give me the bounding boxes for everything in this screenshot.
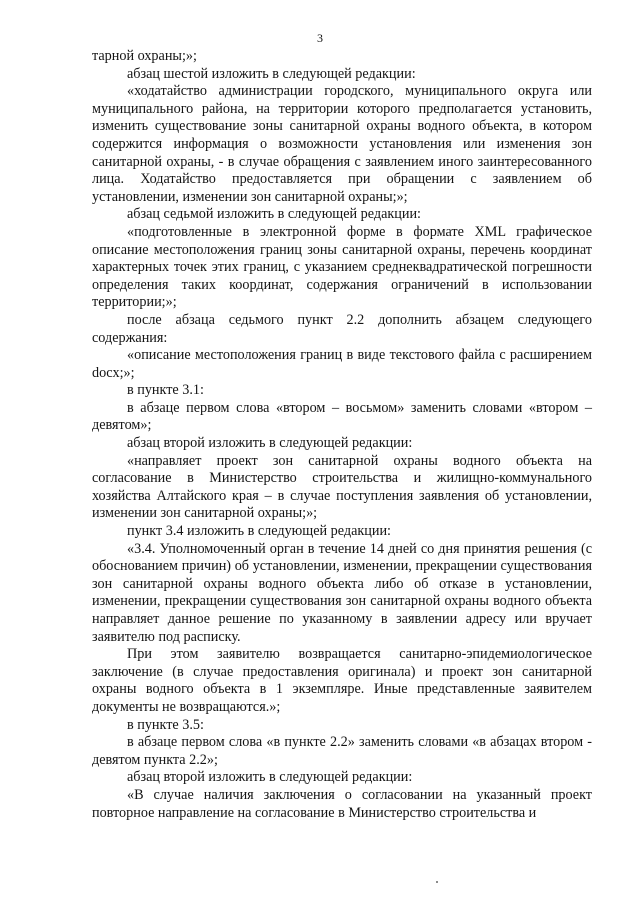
- paragraph-add-after-seventh: после абзаца седьмого пункт 2.2 дополнить абзацем следующего содержания:: [92, 311, 592, 346]
- paragraph-item-3-4: пункт 3.4 изложить в следующей редакции:: [127, 523, 391, 540]
- paragraph-item-3-1: в пункте 3.1:: [127, 382, 204, 399]
- paragraph-replace-words-3-5: в абзаце первом слова «в пункте 2.2» заменить словами «в абзацах втором - девятом пункта 2.2»;: [92, 734, 592, 768]
- paragraph-quote-send-project: «направляет проект зон санитарной охраны водного объекта на согласование в Министерство строительства и жилищно-коммунального хозяйства Алтайского края – в случае поступления заявления об установлении, изменении зон санитарной охраны;»;: [92, 452, 592, 522]
- document-body: [92, 48, 592, 822]
- paragraph-amend-second: абзац второй изложить в следующей редакции:: [127, 435, 413, 452]
- paragraph-quote-xml: «подготовленные в электронной форме в формате XML графическое описание местоположения границ зоны санитарной охраны, перечень координат характерных точек этих границ, с указанием среднеквадратической погрешности определения таких координат, содержания ограничений в использовании территории;»;: [92, 223, 592, 311]
- paragraph-item-3-5: в пункте 3.5:: [127, 716, 204, 733]
- paragraph-continuation: тарной охраны;»;: [92, 48, 197, 64]
- page-number: 3: [317, 31, 323, 45]
- paragraph-amend-seventh: абзац седьмой изложить в следующей редакции:: [127, 206, 422, 223]
- paragraph-replace-words: в абзаце первом слова «втором – восьмом» заменить словами «втором – девятом»;: [92, 399, 592, 434]
- paragraph-amend-sixth: абзац шестой изложить в следующей редакции:: [127, 65, 416, 82]
- paragraph-amend-second-3-5: абзац второй изложить в следующей редакции:: [127, 769, 413, 786]
- paragraph-return-docs: При этом заявителю возвращается санитарно-эпидемиологическое заключение (в случае предоставления оригинала) и проект зон санитарной охраны водного объекта в 1 экземпляре. Иные представленные заявителем документы не возвращаются.»;: [92, 646, 592, 715]
- paragraph-quote-approval: «В случае наличия заключения о согласовании на указанный проект повторное направление на согласование в Министерство строительства и: [92, 786, 592, 821]
- paragraph-quote-3-4: «3.4. Уполномоченный орган в течение 14 дней со дня принятия решения (с обоснованием причин) об установлении, изменении, прекращении существования зон санитарной охраны водного объекта либо об отказе в установлении, изменении, прекращении существования зон санитарной охраны водного объекта направляет данное решение по указанному в заявлении адресу или вручает заявителю под расписку.: [92, 540, 592, 645]
- paragraph-quote-petition: «ходатайство администрации городского, муниципального округа или муниципального района, на территории которого предполагается установить, изменить существование зоны санитарной охраны водного объекта, в котором содержится информация о возможности установления или изменения зон санитарной охраны, - в случае обращения с заявлением иного заинтересованного лица. Ходатайство предоставляется при обращении с заявлением об установлении, изменении зон санитарной охраны;»;: [92, 83, 592, 205]
- scan-speck: [436, 881, 438, 883]
- paragraph-quote-docx: «описание местоположения границ в виде текстового файла с расширением docx;»;: [92, 347, 592, 381]
